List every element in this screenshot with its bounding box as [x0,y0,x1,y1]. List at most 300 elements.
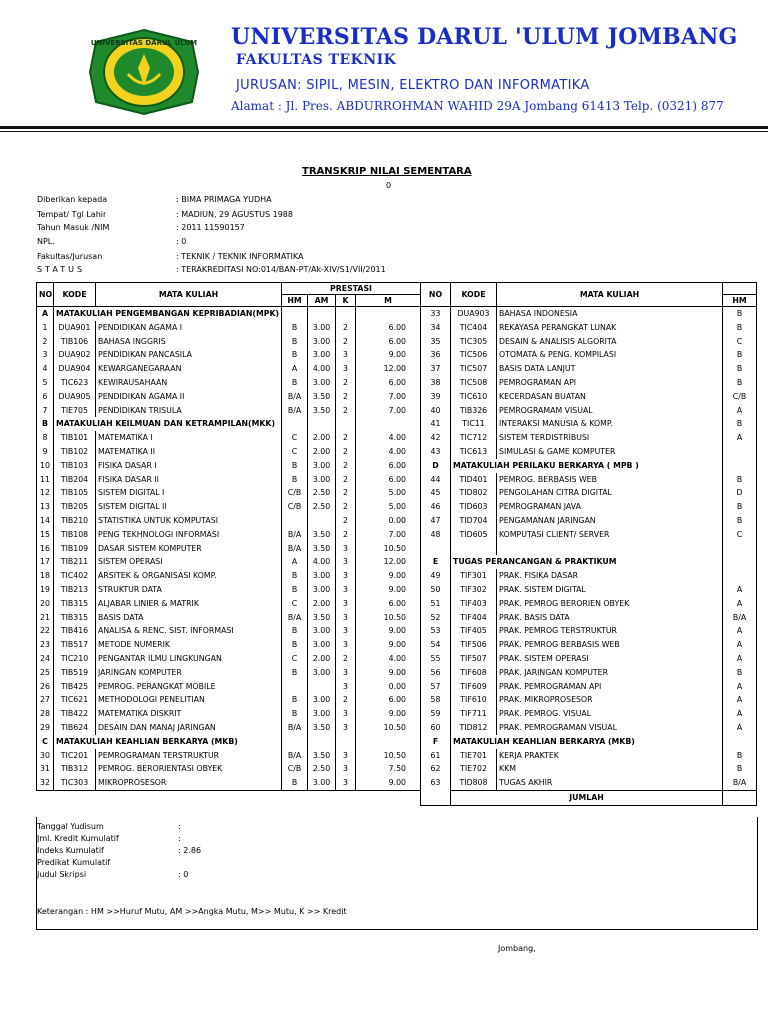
table-row [37,680,421,694]
cell-k: 2 [336,486,356,500]
cell-am: 2.50 [308,486,336,500]
section-row [421,459,757,473]
cell-kode: TIC508 [451,376,497,390]
cell-hm: B [723,500,757,514]
table-row [421,404,757,418]
cell-kode: TIC621 [54,693,96,707]
info-value: : TEKNIK / TEKNIK INFORMATIKA [176,252,304,261]
cell-no: 44 [421,473,451,487]
cell-mk: PRAK. PEMROG BERORIEN OBYEK [497,597,723,611]
cell-no: 51 [421,597,451,611]
cell-hm: B [723,514,757,528]
cell-no: 54 [421,638,451,652]
cell-am: 3.00 [308,473,336,487]
cell-mk: PENDIDIKAN TRISULA [96,404,282,418]
cell-m: 9.00 [356,776,421,790]
cell-no: 9 [37,445,54,459]
cell-hm: B [723,417,757,431]
cell-kode: DUA903 [451,307,497,321]
footer-label: Jml. Kredit Kumulatif [37,834,119,843]
cell-hm: B [282,348,308,362]
header-mata-kuliah: MATA KULIAH [497,283,723,307]
cell-mk: PENG TEKHNOLOGI INFORMASI [96,528,282,542]
cell-k: 2 [336,652,356,666]
cell-mk: REKAYASA PERANGKAT LUNAK [497,321,723,335]
cell-am: 3.00 [308,707,336,721]
cell-mk: PEMROG. PERANGKAT MOBILE [96,680,282,694]
cell-no: 22 [37,624,54,638]
cell-am: 3.00 [308,776,336,790]
cell-no: 14 [37,514,54,528]
cell-k: 3 [336,638,356,652]
cell-hm: B [723,666,757,680]
cell-hm: B/A [282,749,308,763]
cell-m: 6.00 [356,693,421,707]
cell-mk: SISTEM DIGITAL II [96,500,282,514]
info-label: Diberikan kepada [37,195,108,204]
cell-no: 30 [37,749,54,763]
cell-hm: B [723,362,757,376]
cell-m: 6.00 [356,597,421,611]
cell-am: 3.50 [308,390,336,404]
cell-am: 3.00 [308,583,336,597]
table-row [37,486,421,500]
cell-mk: KKM [497,762,723,776]
cell-k: 3 [336,542,356,556]
cell-mk: STRUKTUR DATA [96,583,282,597]
cell-mk: PENDIDIKAN PANCASILA [96,348,282,362]
cell-hm: A [282,362,308,376]
table-row [37,335,421,349]
cell-k: 2 [336,390,356,404]
cell-hm: B [282,569,308,583]
section-row [37,417,421,431]
cell-kode: TIB624 [54,721,96,735]
table-row [421,652,757,666]
cell-no: 15 [37,528,54,542]
faculty-name: FAKULTAS TEKNIK [236,52,397,68]
cell-hm [282,307,308,321]
cell-no: 20 [37,597,54,611]
cell-mk: KOMPUTASI CLIENT/ SERVER [497,528,723,542]
cell-no: 56 [421,666,451,680]
table-row [421,666,757,680]
cell-am: 2.00 [308,597,336,611]
cell-kode: DUA902 [54,348,96,362]
table-row [37,459,421,473]
cell-k: 2 [336,431,356,445]
cell-kode: TIF610 [451,693,497,707]
table-row [37,376,421,390]
cell-no: 34 [421,321,451,335]
cell-am: 3.50 [308,404,336,418]
cell-hm: B [282,693,308,707]
cell-m: 9.00 [356,583,421,597]
cell-am: 2.50 [308,762,336,776]
cell-mk: FISIKA DASAR II [96,473,282,487]
document-number: 0 [386,181,392,190]
section-row [37,307,421,321]
cell-kode: TIC201 [54,749,96,763]
table-row [37,666,421,680]
cell-kode: TIC402 [54,569,96,583]
table-row [37,555,421,569]
cell-no: 21 [37,611,54,625]
cell-kode: TIC303 [54,776,96,790]
cell-m: 4.00 [356,445,421,459]
total-label: JUMLAH [451,790,723,805]
cell-kode: TIF405 [451,624,497,638]
table-row [421,335,757,349]
header-no: NO [37,283,54,307]
table-row [421,514,757,528]
table-row [37,693,421,707]
info-label: Tahun Masuk /NIM [37,223,110,232]
grades-table-right [420,282,757,806]
info-label: STATUS [37,265,86,274]
cell-hm: B [282,583,308,597]
cell-mk: ANALISA & RENC. SIST. INFORMASI [96,624,282,638]
cell-hm: B [723,307,757,321]
cell-am: 3.00 [308,321,336,335]
table-row [37,445,421,459]
cell-k: 2 [336,445,356,459]
cell-no: 8 [37,431,54,445]
cell-m: 0.00 [356,680,421,694]
cell-am: 3.00 [308,569,336,583]
cell-mk: PRAK. PEMROGRAMAN API [497,680,723,694]
cell-k: 2 [336,459,356,473]
place-date: Jombang, [498,944,536,953]
table-row [37,762,421,776]
cell-mk: PRAK. FISIKA DASAR [497,569,723,583]
cell-mk: MATAKULIAH KEAHLIAN BERKARYA (MKB) [451,735,723,749]
cell-m: 10.50 [356,611,421,625]
cell-hm: A [723,404,757,418]
table-row [421,445,757,459]
cell-am: 3.00 [308,624,336,638]
cell-hm: A [723,431,757,445]
cell-m: 6.00 [356,459,421,473]
cell-am: 4.00 [308,362,336,376]
cell-am: 2.00 [308,445,336,459]
cell-no: 48 [421,528,451,542]
cell-kode: TIB105 [54,486,96,500]
cell-mk: SIMULASI & GAME KOMPUTER [497,445,723,459]
footer-value: : [178,834,181,843]
cell-mk: PRAK. BASIS DATA [497,611,723,625]
cell-m: 6.00 [356,335,421,349]
info-label: Tempat/ Tgl Lahir [37,210,107,219]
cell-no: 33 [421,307,451,321]
cell-kode: TID802 [451,486,497,500]
info-value: : TERAKREDITASI NO:014/BAN-PT/Ak-XIV/S1/VII/2011 [176,265,386,274]
table-row [421,583,757,597]
cell-mk: PRAK. SISTEM DIGITAL [497,583,723,597]
info-value: : 2011 11590157 [176,223,245,232]
table-row [37,542,421,556]
table-row [421,693,757,707]
table-row [421,376,757,390]
cell-k: 2 [336,528,356,542]
cell-kode: TIB103 [54,459,96,473]
cell-hm: C [282,431,308,445]
cell-kode: TID704 [451,514,497,528]
cell-kode: TIB204 [54,473,96,487]
cell-k: 3 [336,569,356,583]
header-hm: HM [723,295,757,307]
cell-no: E [421,555,451,569]
cell-kode: TIF302 [451,583,497,597]
cell-hm: C [723,528,757,542]
cell-kode [451,542,497,556]
cell-hm: B [282,321,308,335]
table-row [37,583,421,597]
cell-m: 5.00 [356,500,421,514]
university-name: UNIVERSITAS DARUL 'ULUM JOMBANG [231,24,738,50]
cell-mk: JARINGAN KOMPUTER [96,666,282,680]
table-row [37,404,421,418]
header-prestasi: PRESTASI [282,283,421,295]
cell-no: 36 [421,348,451,362]
cell-no: 32 [37,776,54,790]
cell-hm [723,569,757,583]
cell-mk: PENDIDIKAN AGAMA II [96,390,282,404]
cell-no: 26 [37,680,54,694]
cell-kode: DUA904 [54,362,96,376]
cell-no: 28 [37,707,54,721]
cell-no: 47 [421,514,451,528]
cell-no: 46 [421,500,451,514]
cell-no: 4 [37,362,54,376]
cell-no: D [421,459,451,473]
cell-kode: TIB108 [54,528,96,542]
cell-no: 50 [421,583,451,597]
cell-am: 3.00 [308,459,336,473]
table-row [421,762,757,776]
cell-no: 6 [37,390,54,404]
cell-m: 4.00 [356,652,421,666]
cell-no: 19 [37,583,54,597]
table-row [37,624,421,638]
cell-no: 42 [421,431,451,445]
cell-no: 41 [421,417,451,431]
cell-mk: OTOMATA & PENG. KOMPILASI [497,348,723,362]
cell-hm: B [282,666,308,680]
header-am: AM [308,295,336,307]
cell-kode: TIB315 [54,611,96,625]
section-row [421,555,757,569]
cell-am: 3.50 [308,749,336,763]
cell-kode: TIC305 [451,335,497,349]
cell-kode: TIE702 [451,762,497,776]
cell-no [421,542,451,556]
cell-no: 18 [37,569,54,583]
cell-hm: A [282,555,308,569]
cell-mk: MATAKULIAH KEILMUAN DAN KETRAMPILAN(MKK) [54,417,282,431]
footer-label: Tanggal Yudisum [37,822,104,831]
cell-kode: TIE705 [54,404,96,418]
cell-mk: PEMROGRAMAN API [497,376,723,390]
cell-k: 3 [336,680,356,694]
keterangan: Keterangan : HM >>Huruf Mutu, AM >>Angka Mutu, M>> Mutu, K >> Kredit [37,907,347,916]
cell-mk: PRAK. MIKROPROSESOR [497,693,723,707]
cell-k: 3 [336,348,356,362]
cell-no: 12 [37,486,54,500]
cell-no: 40 [421,404,451,418]
table-row [37,431,421,445]
footer-label: Predikat Kumulatif [37,858,111,867]
header-kode: KODE [54,283,96,307]
cell-m [356,735,421,749]
cell-mk: PRAK. JARINGAN KOMPUTER [497,666,723,680]
cell-no: 45 [421,486,451,500]
table-row [37,321,421,335]
table-row [421,611,757,625]
cell-kode: DUA905 [54,390,96,404]
cell-am: 3.50 [308,611,336,625]
cell-mk: DESAIN & ANALISIS ALGORITA [497,335,723,349]
table-row [37,569,421,583]
cell-mk [497,542,723,556]
cell-no: 59 [421,707,451,721]
table-row [421,569,757,583]
cell-k: 2 [336,693,356,707]
cell-hm [723,445,757,459]
cell-m: 7.00 [356,404,421,418]
cell-hm [723,459,757,473]
cell-hm: B [282,376,308,390]
cell-hm: C/B [723,390,757,404]
cell-hm: A [723,638,757,652]
cell-mk: PEMROGRAMAN JAVA [497,500,723,514]
cell-mk: PEMROG. BERORIENTASI OBYEK [96,762,282,776]
cell-kode: TIB422 [54,707,96,721]
cell-m: 7.00 [356,390,421,404]
cell-hm: C [282,597,308,611]
cell-m: 9.00 [356,707,421,721]
cell-hm: B [723,473,757,487]
cell-hm: B/A [723,776,757,790]
cell-no: 3 [37,348,54,362]
table-row [421,431,757,445]
cell-m: 10.50 [356,542,421,556]
cell-hm: B/A [282,390,308,404]
cell-k: 3 [336,776,356,790]
cell-hm: A [723,652,757,666]
header-k: K [336,295,356,307]
cell-hm [282,417,308,431]
cell-no: 27 [37,693,54,707]
cell-mk: KEWIRAUSAHAAN [96,376,282,390]
cell-no: 2 [37,335,54,349]
cell-kode: TIE701 [451,749,497,763]
cell-mk: SISTEM OPERASI [96,555,282,569]
header-m: M [356,295,421,307]
cell-kode: TIF301 [451,569,497,583]
section-row [37,735,421,749]
cell-no: 13 [37,500,54,514]
cell-hm: A [723,721,757,735]
cell-m: 0.00 [356,514,421,528]
footer-value: : [178,822,181,831]
cell-k: 3 [336,362,356,376]
cell-mk: PENDIDIKAN AGAMA I [96,321,282,335]
cell-mk: INTERAKSI MANUSIA & KOMP. [497,417,723,431]
cell-hm: A [723,624,757,638]
cell-mk: MATEMATIKA I [96,431,282,445]
cell-kode: TIC11 [451,417,497,431]
cell-m: 7.00 [356,528,421,542]
cell-mk: TUGAS PERANCANGAN & PRAKTIKUM [451,555,723,569]
cell-hm: C [282,652,308,666]
cell-m: 9.00 [356,569,421,583]
cell-mk: BAHASA INGGRIS [96,335,282,349]
cell-hm [723,735,757,749]
cell-hm: A [723,693,757,707]
svg-text:UNIVERSITAS DARUL ULUM: UNIVERSITAS DARUL ULUM [90,39,198,47]
cell-hm [723,542,757,556]
cell-m: 10.50 [356,721,421,735]
table-row [421,680,757,694]
table-row [421,390,757,404]
cell-m: 6.00 [356,473,421,487]
cell-kode: TID808 [451,776,497,790]
cell-mk: KECERDASAN BUATAN [497,390,723,404]
cell-kode: TID605 [451,528,497,542]
cell-hm: B [723,762,757,776]
cell-k: 3 [336,707,356,721]
table-row [37,611,421,625]
table-row [421,624,757,638]
cell-mk: METHODOLOGI PENELITIAN [96,693,282,707]
cell-mk: DESAIN DAN MANAJ JARINGAN [96,721,282,735]
document-title: TRANSKRIP NILAI SEMENTARA [302,166,472,177]
cell-mk: KERJA PRAKTEK [497,749,723,763]
cell-am: 4.00 [308,555,336,569]
cell-kode: TIB517 [54,638,96,652]
table-row [37,749,421,763]
cell-hm: C [282,445,308,459]
table-row [421,417,757,431]
cell-no: 5 [37,376,54,390]
cell-mk: SISTEM DIGITAL I [96,486,282,500]
cell-mk: MIKROPROSESOR [96,776,282,790]
table-row [37,473,421,487]
cell-kode: TIB425 [54,680,96,694]
cell-mk: STATISTIKA UNTUK KOMPUTASI [96,514,282,528]
cell-kode: TIC613 [451,445,497,459]
table-row [421,638,757,652]
cell-m [356,417,421,431]
table-row [421,707,757,721]
cell-mk: PEMROGRAMAM VISUAL [497,404,723,418]
cell-k: 2 [336,335,356,349]
cell-kode: TIB102 [54,445,96,459]
cell-kode: TIB109 [54,542,96,556]
cell-k: 2 [336,500,356,514]
cell-hm [282,735,308,749]
cell-kode: TIF608 [451,666,497,680]
cell-m: 5.00 [356,486,421,500]
cell-am: 3.00 [308,376,336,390]
cell-am: 3.50 [308,528,336,542]
cell-kode: TIC404 [451,321,497,335]
cell-hm: B [282,707,308,721]
cell-am: 3.50 [308,542,336,556]
cell-am [308,680,336,694]
cell-hm [282,680,308,694]
